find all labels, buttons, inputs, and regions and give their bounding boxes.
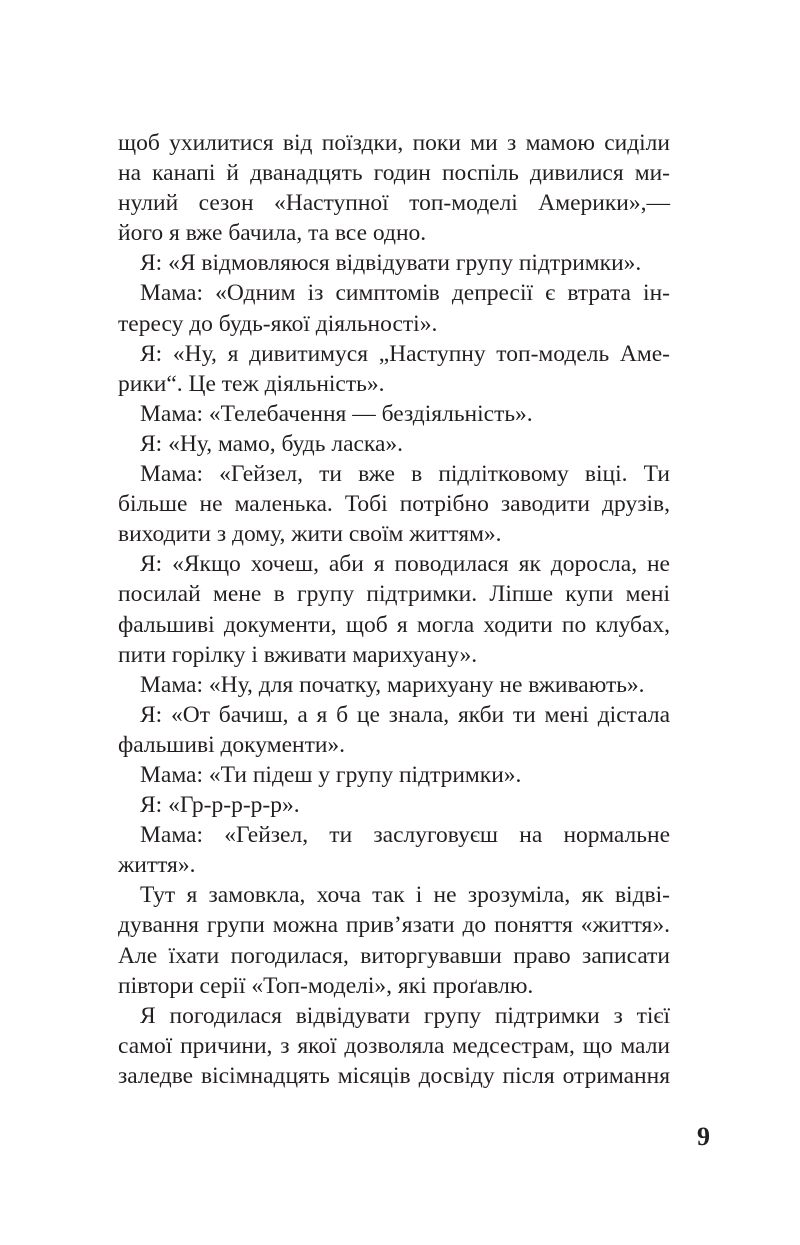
text-line: Я: «Я відмовляюся відвідувати групу підтримки». (140, 250, 642, 277)
text-line: Але їхати погодилася, виторгувавши право записати (118, 942, 670, 969)
text-line: Мама: «Телебачення — бездіяльність». (140, 400, 533, 427)
text-line: пити горілку і вживати марихуану». (118, 641, 478, 668)
text-line: півтори серії «Топ-моделі», які проґавлю. (118, 972, 534, 999)
text-line: більше не маленька. Тобі потрібно заводити друзів, (118, 491, 670, 518)
text-line: посилай мене в групу підтримки. Ліпше купи мені (118, 581, 670, 608)
text-line: дування групи можна прив’язати до поняття «життя». (118, 912, 670, 939)
text-line: Я погодилася відвідувати групу підтримки з тієї (140, 1002, 670, 1029)
text-line: рики“. Це теж діяльність». (118, 370, 385, 397)
text-line: Я: «Ну, мамо, будь ласка». (140, 430, 404, 457)
text-line: Тут я замовкла, хоча так і не зрозуміла, як відві- (140, 882, 670, 909)
body-text (118, 128, 670, 1091)
text-line: виходити з дому, жити своїм життям». (118, 521, 502, 548)
text-line: його я вже бачила, та все одно. (118, 220, 427, 247)
text-line: тересу до будь-якої діяльності». (118, 310, 438, 337)
text-line: щоб ухилитися від поїздки, поки ми з мамою сиділи (118, 130, 670, 156)
text-line: Мама: «Гейзел, ти вже в підлітковому віці. Ти (140, 461, 670, 488)
text-line: фальшиві документи, щоб я могла ходити по клубах, (118, 611, 670, 638)
text-line: Мама: «Ну, для початку, марихуану не вживають». (140, 671, 645, 698)
text-line: Мама: «Ти підеш у групу підтримки». (140, 761, 522, 788)
text-line: Я: «Якщо хочеш, аби я поводилася як доросла, не (140, 551, 670, 578)
text-line: заледве вісімнадцять місяців досвіду після отримання (118, 1062, 670, 1089)
text-line: нулий сезон «Наступної топ-моделі Америки»,— (118, 190, 670, 217)
text-line: Мама: «Одним із симптомів депресії є втрата ін- (140, 280, 670, 307)
text-line: Я: «От бачиш, а я б це знала, якби ти мені дістала (140, 701, 670, 728)
text-line: Я: «Гр-р-р-р-р». (140, 792, 300, 819)
text-line: Я: «Ну, я дивитимуся „Наступну топ-модель Аме- (140, 340, 670, 367)
text-line: на канапі й дванадцять годин поспіль дивилися ми- (118, 160, 670, 187)
text-line: фальшиві документи». (118, 731, 346, 758)
page-number: 9 (697, 1122, 710, 1151)
text-line: самої причини, з якої дозволяла медсестрам, що мали (118, 1032, 670, 1059)
text-line: життя». (118, 852, 196, 879)
text-line: Мама: «Гейзел, ти заслуговуєш на нормальне (140, 822, 670, 849)
